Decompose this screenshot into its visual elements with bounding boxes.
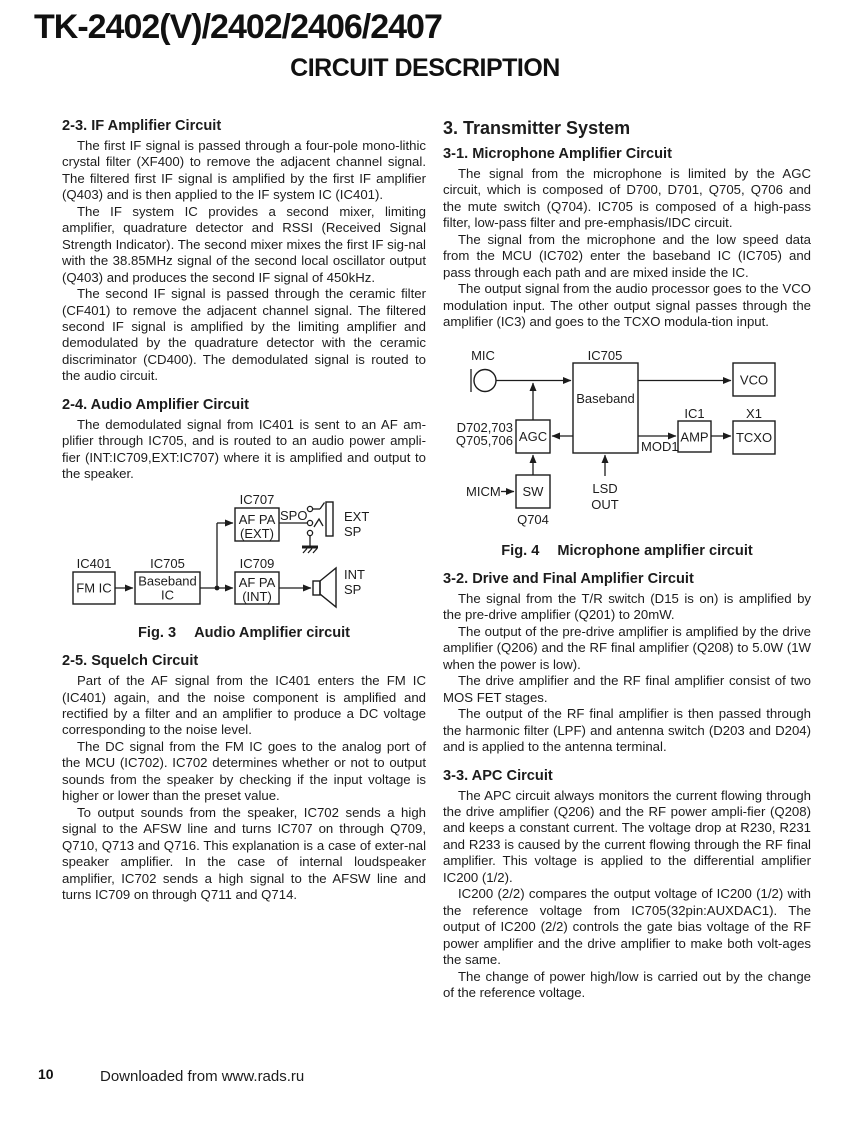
fig3-label-spo: SPO [280,507,308,523]
fig4-label-mod1: MOD1 [641,438,679,454]
fig3-label-int-sp: INT [344,566,365,582]
paragraph: The DC signal from the FM IC goes to the analog port of the MCU (IC702). IC702 determines whether or not to output sounds from the speaker by checking if the input voltage is higher or lower than the preset value. [62,738,426,804]
microphone-icon [471,369,496,392]
fig4-box-vco-label: VCO [739,372,769,388]
fig3-box-afpa-ext-label2: (EXT) [240,525,274,541]
figure-4-caption-label: Fig. 4 [501,542,540,559]
fig4-label-x1: X1 [746,405,762,421]
fig3-label-ic401: IC401 [76,555,112,571]
fig4-label-q704: Q704 [517,511,549,527]
fig3-box-fm-ic-label: FM IC [76,580,112,596]
fig4-label-ic1: IC1 [684,405,705,421]
section-heading-2-4: 2-4. Audio Amplifier Circuit [62,396,250,413]
fig3-box-baseband-label: Baseband [138,573,197,589]
paragraph: The output of the RF final amplifier is then passed through the harmonic filter (LPF) and antenna switch (D203 and D204) and is applied to the antenna terminal. [443,706,811,755]
section-heading-3-3: 3-3. APC Circuit [443,767,553,784]
page-subtitle: CIRCUIT DESCRIPTION [290,54,560,82]
paragraph: The change of power high/low is carried out by the change of the reference voltage. [443,968,811,1000]
paragraph: The drive amplifier and the RF final amplifier consist of two MOS FET stages. [443,673,811,705]
section-heading-3: 3. Transmitter System [443,118,631,138]
paragraph: The second IF signal is passed through the ceramic filter (CF401) to remove the adjacent channel signal. The filtered second IF signal is amplified by the limiting amplifier and demodulated by the quadrature detector with the ceramic discriminator (CD400). The demodulated signal is routed to the audio circuit. [62,286,426,384]
paragraph: The first IF signal is passed through a four-pole mono-lithic crystal filter (XF400) to remove the adjacent channel signal. The filtered first IF signal is amplified by the first IF amplifier (Q403) and is then applied to the IF system IC (IC401). [62,138,426,203]
fig3-label-ext-sp: EXT [344,508,370,524]
paragraph: Part of the AF signal from the IC401 enters the FM IC (IC401) again, and the noise component is amplified and rectified by a filter and an amplifier to produce a DC voltage corresponding to the noise level. [62,673,426,738]
fig4-box-baseband-label: Baseband [576,390,635,406]
fig3-label-ic707: IC707 [239,491,275,507]
page-number: 10 [38,1066,54,1082]
paragraph: The output of the pre-drive amplifier is amplified by the drive amplifier (Q206) and the RF final amplifier (Q208) to 5.0W (1W when the power is low). [443,623,811,672]
paragraph: The signal from the microphone is limited by the AGC circuit, which is composed of D700, D701, Q705, Q706 and the mute switch (Q704). IC705 is composed of a high-pass filter, low-pass filter and pre-emphasis/IDC circuit. [443,166,811,231]
section-heading-2-3: 2-3. IF Amplifier Circuit [62,118,222,134]
fig4-box-tcxo-label: TCXO [735,429,773,445]
section-heading-3-2: 3-2. Drive and Final Amplifier Circuit [443,570,694,587]
figure-4-caption [443,543,811,559]
speaker-icon [313,568,336,607]
footer-note: Downloaded from www.rads.ru [100,1068,305,1085]
figure-4-caption-text: Microphone amplifier circuit [557,542,753,559]
fig4-label-ic705: IC705 [587,347,623,363]
fig3-box-afpa-ext-label: AF PA [238,511,276,527]
paragraph: The IF system IC provides a second mixer, limiting amplifier, quadrature detector and RSSI (Received Signal Strength Indicator). The second mixer mixes the first IF sig-nal with the 38.85MHz signal of the second local oscillator output (Q403) and produces the second IF signal of 450kHz. [62,203,426,285]
fig3-label-ic709: IC709 [239,555,275,571]
fig3-box-baseband-label2: IC [161,587,174,603]
paragraph: The APC circuit always monitors the current flowing through the drive amplifier (Q206) and the RF power ampli-fier (Q208) and keeps a constant current. The voltage drop at R230, R231 and R233 is caused by the current flowing through the RF final amplifier. This voltage is applied to the differential amplifier IC200 (1/2). [443,787,811,885]
figure-4-microphone-amplifier-diagram [443,343,811,559]
ground-icon [302,535,318,553]
fig4-label-mic: MIC [471,347,495,363]
fig4-box-baseband [573,363,638,453]
microphone-amplifier-diagram [443,343,811,531]
left-column [62,118,426,903]
figure-3-caption-label: Fig. 3 [137,624,177,641]
fig3-label-ic705: IC705 [150,555,185,571]
paragraph: The output signal from the audio processor goes to the VCO modulation input. The other output signal passes through the amplifier (IC3) and goes to the TCXO modula-tion input. [443,281,811,330]
paragraph: The signal from the microphone and the low speed data from the MCU (IC702) enter the baseband IC (IC705) and pass through each path and are mixed inside the IC. [443,231,811,280]
fig3-label-ext-sp2: SP [344,523,362,539]
fig4-label-micm: MICM [466,483,501,499]
fig4-label-agc-parts1: D702,703 [456,419,513,435]
fig4-box-agc-label: AGC [518,428,548,444]
paragraph: The signal from the T/R switch (D15 is on) is amplified by the pre-drive amplifier (Q201) to 20mW. [443,590,811,623]
audio-amplifier-diagram [62,489,426,611]
section-heading-2-5: 2-5. Squelch Circuit [62,653,199,670]
paragraph: IC200 (2/2) compares the output voltage of IC200 (1/2) with the reference voltage from IC705(32pin:AUXDAC1). The output of IC200 (2/2) controls the gate bias voltage of the RF power amplifier and the drive amplifier to make both volt-ages the same. [443,886,811,968]
figure-3-caption [62,625,426,641]
fig4-label-lsd: LSD [592,480,618,496]
right-column [443,118,811,1001]
fig3-label-int-sp2: SP [344,581,362,597]
paragraph: To output sounds from the speaker, IC702 sends a high signal to the AFSW line and turns IC707 on through Q709, Q710, Q713 and Q716. This explanation is a case of exter-nal speaker amplifier. In the case of internal loudspeaker amplifier, IC702 sends a high signal to the AFSW line and turns IC709 on through Q711 and Q714. [62,804,426,902]
fig4-box-amp-label: AMP [680,429,709,445]
fig3-box-afpa-int-label2: (INT) [242,588,272,604]
figure-3-caption-text: Audio Amplifier circuit [194,624,351,641]
page-title: TK-2402(V)/2402/2406/2407 [34,8,442,46]
section-heading-3-1: 3-1. Microphone Amplifier Circuit [443,146,672,162]
figure-3-audio-amplifier-diagram [62,489,426,641]
fig4-label-lsd2: OUT [591,496,619,512]
fig3-box-afpa-int-label: AF PA [238,574,276,590]
paragraph: The demodulated signal from IC401 is sent to an AF am-plifier through IC705, and is routed to an audio power ampli-fier (INT:IC709,EXT:IC707) where it is amplified and output to the speaker. [62,416,426,482]
fig4-label-agc-parts2: Q705,706 [455,432,513,448]
fig4-box-sw-label: SW [522,483,544,499]
